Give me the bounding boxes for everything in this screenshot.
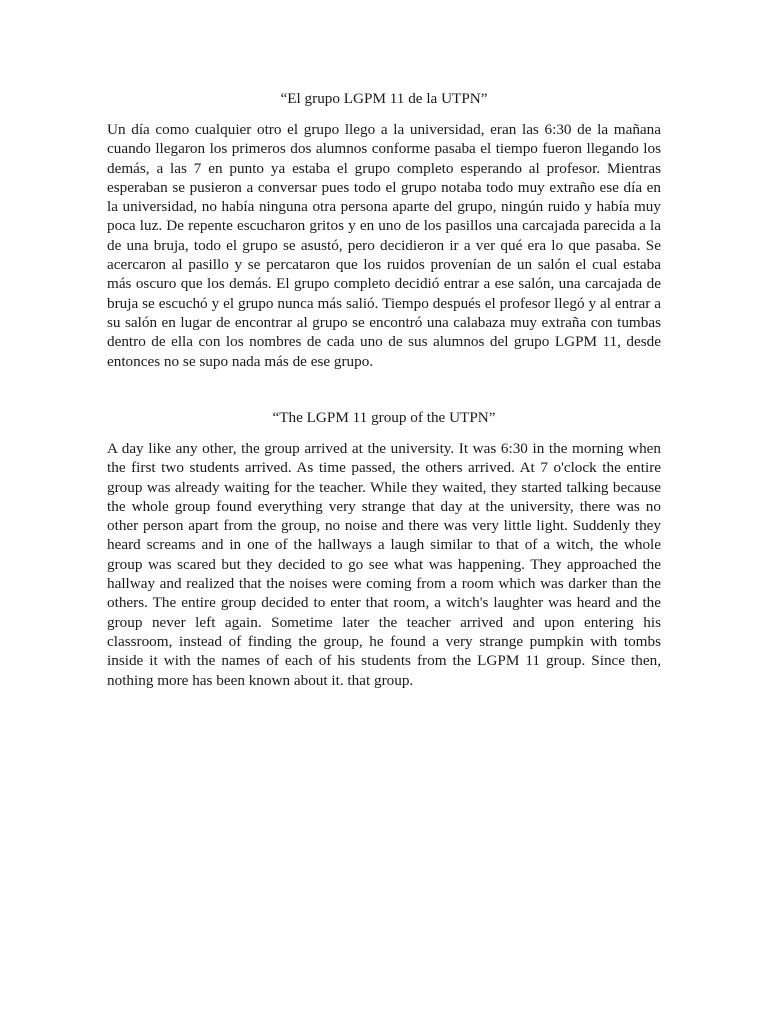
english-story-section: [107, 408, 661, 690]
english-story-title: “The LGPM 11 group of the UTPN”: [272, 409, 496, 426]
spanish-story-body: Un día como cualquier otro el grupo llego a la universidad, eran las 6:30 de la mañana cuando llegaron los primeros dos alumnos conforme pasaba el tiempo fueron llegando los demás, a las 7 en punto ya estaba el grupo completo esperando al profesor. Mientras esperaban se pusieron a conversar pues todo el grupo notaba todo muy extraño ese día en la universidad, no había ninguna otra persona aparte del grupo, ningún ruido y había muy poca luz. De repente escucharon gritos y en uno de los pasillos una carcajada parecida a la de una bruja, todo el grupo se asustó, pero decidieron ir a ver qué era lo que pasaba. Se acercaron al pasillo y se percataron que los ruidos provenían de un salón el cual estaba más oscuro que los demás. El grupo completo decidió entrar a ese salón, una carcajada de bruja se escuchó y el grupo nunca más salió. Tiempo después el profesor llegó y al entrar a su salón en lugar de encontrar al grupo se encontró una calabaza muy extraña con tumbas dentro de ella con los nombres de cada uno de sus alumnos del grupo LGPM 11, desde entonces no se supo nada más de ese grupo.: [107, 121, 661, 370]
spanish-story-title: “El grupo LGPM 11 de la UTPN”: [280, 90, 488, 107]
spanish-story-section: [107, 89, 661, 371]
english-story-body: A day like any other, the group arrived at the university. It was 6:30 in the morning when the first two students arrived. As time passed, the others arrived. At 7 o'clock the entire group was already waiting for the teacher. While they waited, they started talking because the whole group found everything very strange that day at the university, there was no other person apart from the group, no noise and there was very little light. Suddenly they heard screams and in one of the hallways a laugh similar to that of a witch, the whole group was scared but they decided to go see what was happening. They approached the hallway and realized that the noises were coming from a room which was darker than the others. The entire group decided to enter that room, a witch's laughter was heard and the group never left again. Sometime later the teacher arrived and upon entering his classroom, instead of finding the group, he found a very strange pumpkin with tombs inside it with the names of each of his students from the LGPM 11 group. Since then, nothing more has been known about it. that group.: [107, 440, 661, 689]
